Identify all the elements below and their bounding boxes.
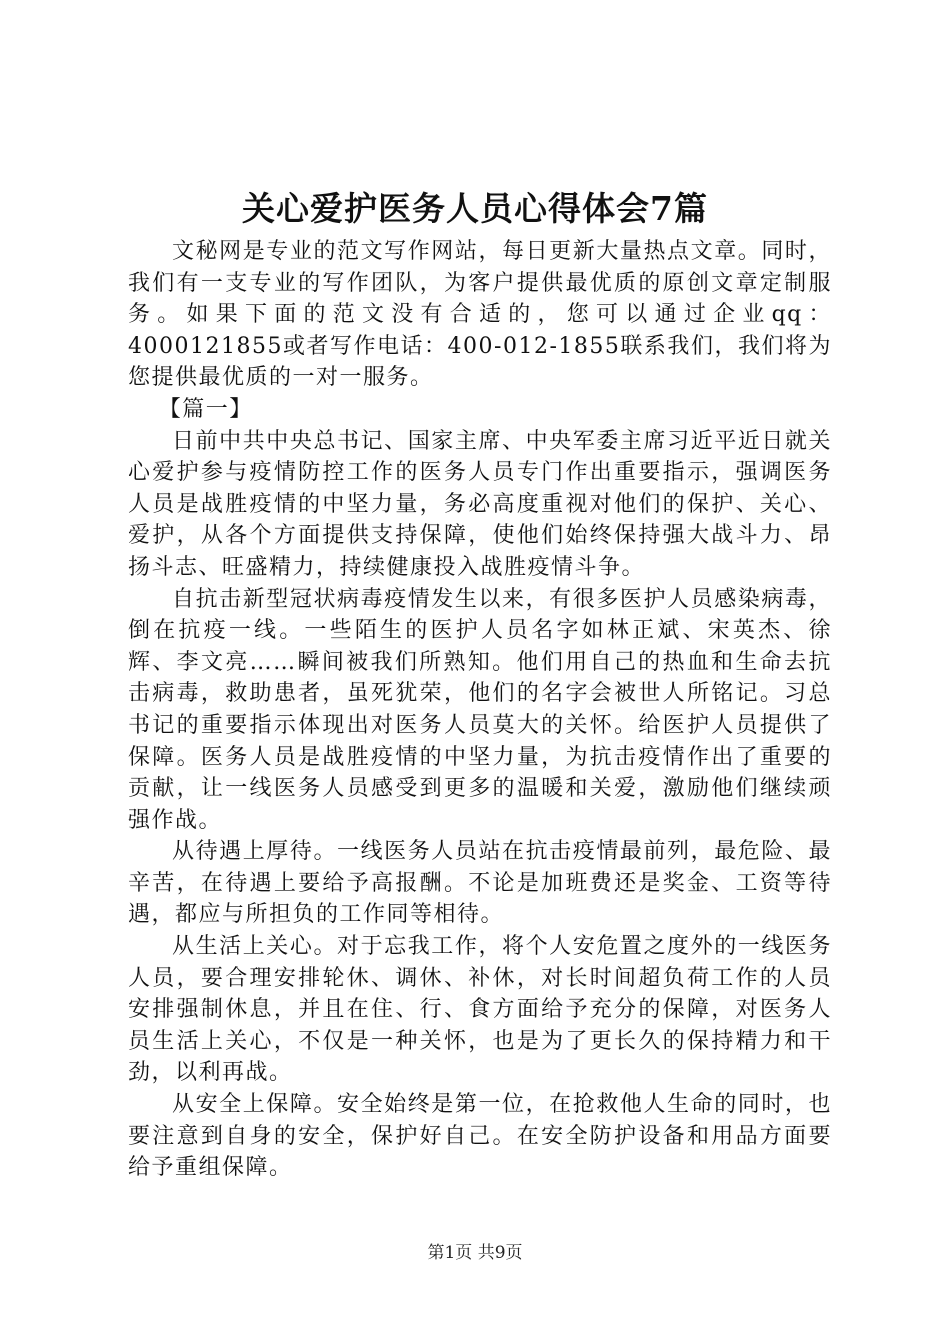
page-footer: 第1页 共9页 (427, 1243, 523, 1263)
intro-paragraph: 文秘网是专业的范文写作网站，每日更新大量热点文章。同时，我们有一支专业的写作团队，为客户提供最优质的原创文章定制服务。如果下面的范文没有合适的，您可以通过企业qq：4000121855或者写作电话：400-012-1855联系我们，我们将为您提供最优质的一对一服务。 (128, 239, 832, 391)
body-paragraph-5: 从安全上保障。安全始终是第一位，在抢救他人生命的同时，也要注意到自身的安全，保护好自己。在安全防护设备和用品方面要给予重组保障。 (128, 1092, 832, 1181)
body-paragraph-1: 日前中共中央总书记、国家主席、中央军委主席习近平近日就关心爱护参与疫情防控工作的医务人员专门作出重要指示，强调医务人员是战胜疫情的中坚力量，务必高度重视对他们的保护、关心、爱护，从各个方面提供支持保障，使他们始终保持强大战斗力、昂扬斗志、旺盛精力，持续健康投入战胜疫情斗争。 (128, 428, 832, 580)
body-paragraph-4: 从生活上关心。对于忘我工作，将个人安危置之度外的一线医务人员，要合理安排轮休、调休、补休，对长时间超负荷工作的人员安排强制休息，并且在住、行、食方面给予充分的保障，对医务人员生活上关心，不仅是一种关怀，也是为了更长久的保持精力和干劲，以利再战。 (128, 934, 832, 1086)
body-paragraph-2: 自抗击新型冠状病毒疫情发生以来，有很多医护人员感染病毒，倒在抗疫一线。一些陌生的医护人员名字如林正斌、宋英杰、徐辉、李文亮……瞬间被我们所熟知。他们用自己的热血和生命去抗击病毒，救助患者，虽死犹荣，他们的名字会被世人所铭记。习总书记的重要指示体现出对医务人员莫大的关怀。给医护人员提供了保障。医务人员是战胜疫情的中坚力量，为抗击疫情作出了重要的贡献，让一线医务人员感受到更多的温暖和关爱，激励他们继续顽强作战。 (128, 586, 832, 833)
section-heading: 【篇一】 (158, 396, 253, 422)
document-body (128, 236, 832, 1184)
body-paragraph-3: 从待遇上厚待。一线医务人员站在抗击疫情最前列，最危险、最辛苦，在待遇上要给予高报酬。不论是加班费还是奖金、工资等待遇，都应与所担负的工作同等相待。 (128, 839, 832, 928)
document-title: 关心爱护医务人员心得体会7篇 (242, 189, 708, 228)
